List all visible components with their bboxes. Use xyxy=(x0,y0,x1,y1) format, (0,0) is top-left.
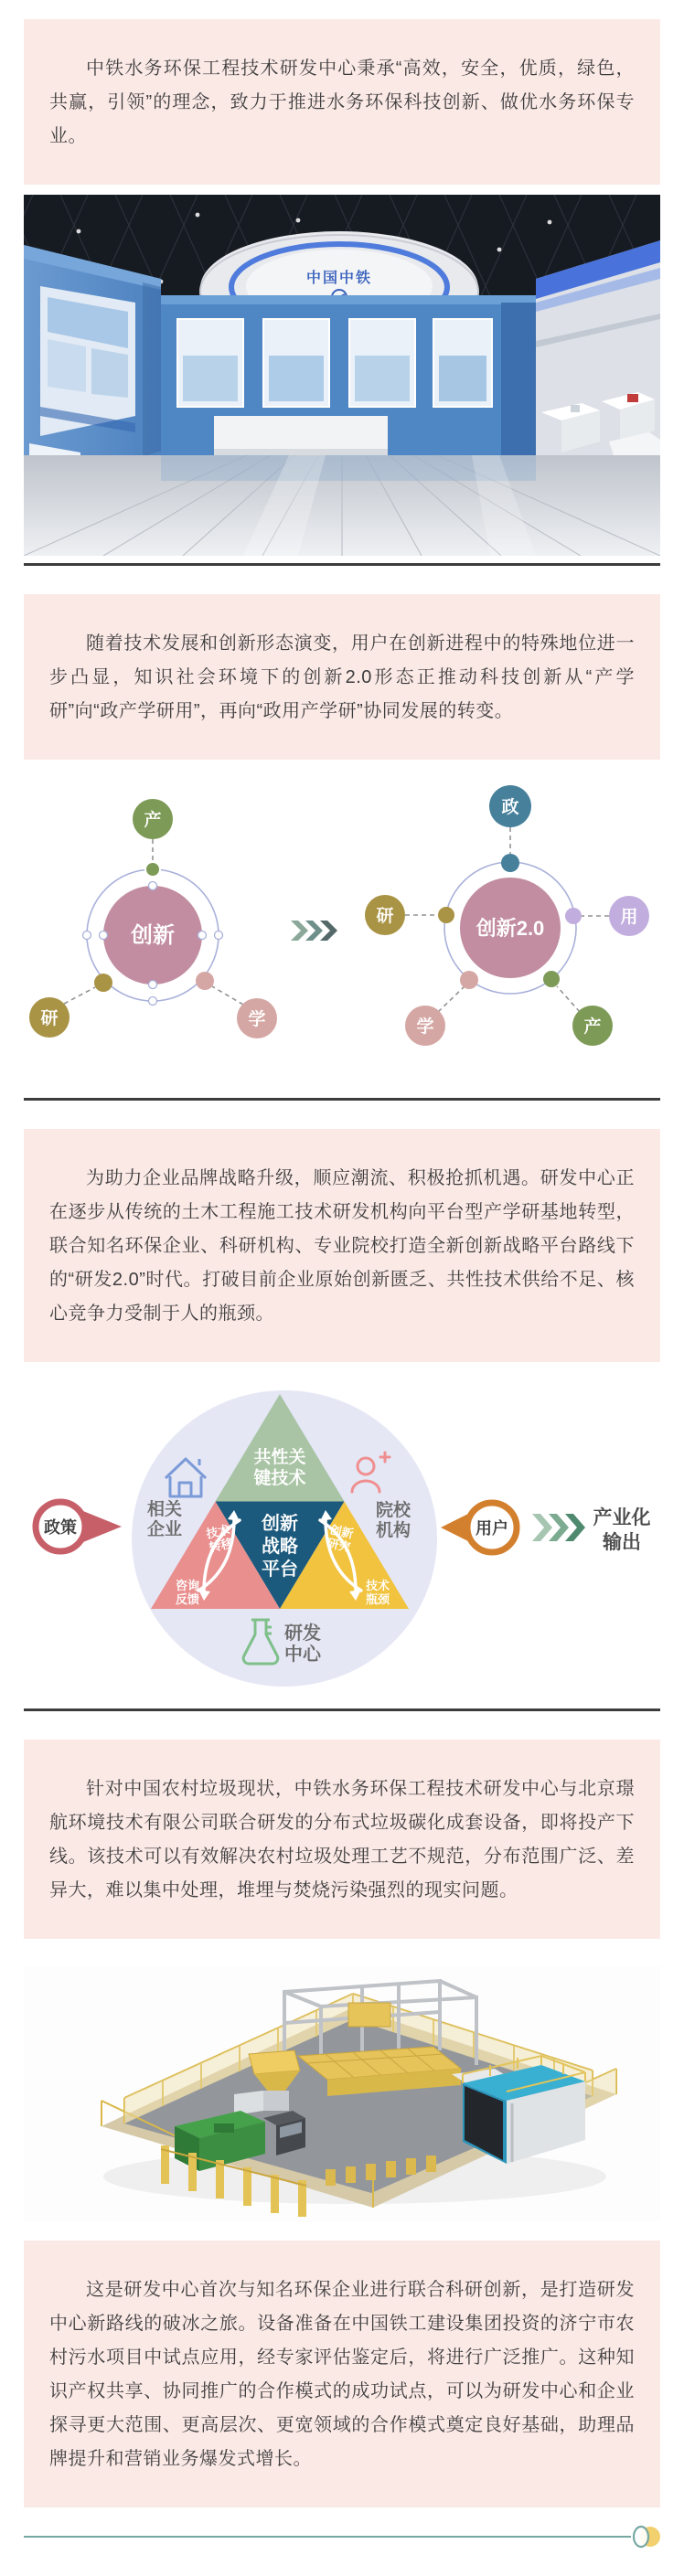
tech-transfer-label-2: 转移 xyxy=(208,1536,234,1555)
net-right-bottomleft-label: 学 xyxy=(416,1017,434,1037)
net-right-bottomright-label: 产 xyxy=(583,1017,602,1037)
equipment-render-art xyxy=(24,1966,660,2222)
paragraph-4: 针对中国农村垃圾现状，中铁水务环保工程技术研发中心与北京璟航环境技术有限公司联合研发的分布式垃圾碳化成套设备，即将投产下线。该技术可以有效解决农村垃圾处理工艺不规范，分布范围广泛、差异大，难以集中处理，堆埋与焚烧污染强烈的现实问题。 xyxy=(49,1779,635,1900)
paragraph-3: 为助力企业品牌战略升级，顺应潮流、积极抢抓机遇。研发中心正在逐步从传统的土木工程施工技术研发机构向平台型产学研基地转型，联合知名环保企业、科研机构、专业院校打造全新创新战略平台路线下的“研发2.0”时代。打破目前企业原始创新匮乏、共性技术供给不足、核心竞争力受制于人的瓶颈。 xyxy=(49,1168,635,1324)
paragraph-5: 这是研发中心首次与知名环保企业进行联合科研创新，是打造研发中心新路线的破冰之旅。设备准备在中国铁工建设集团投资的济宁市农村污水项目中试点应用，经专家评估鉴定后，将进行广泛推广。这种知识产权共享、协同推广的合作模式的成功试点，可以为研发中心和企业探寻更大范围、更高层次、更宽领域的合作模式奠定良好基础，助理品牌提升和营销业务爆发式增长。 xyxy=(49,2280,635,2469)
policy-pin xyxy=(36,1502,122,1551)
section-divider xyxy=(24,1098,660,1101)
user-label: 用户 xyxy=(476,1519,508,1538)
net-right-right-label: 用 xyxy=(620,908,638,927)
common-tech-label-1: 共性关 xyxy=(253,1448,306,1467)
tech-bottleneck-label-2: 瓶颈 xyxy=(365,1592,390,1606)
net-right-left-label: 研 xyxy=(376,907,394,926)
tech-bottleneck-label-1: 技术 xyxy=(365,1579,390,1592)
intro-paragraph-block xyxy=(24,19,660,185)
exhibition-hall-photo[interactable] xyxy=(24,195,660,556)
equipment-render-image[interactable] xyxy=(24,1966,660,2222)
net-right-top-label: 政 xyxy=(501,798,519,817)
school-label-2: 机构 xyxy=(375,1521,411,1540)
strategy-platform-art xyxy=(24,1378,660,1694)
equipment-paragraph-block xyxy=(24,1740,660,1939)
paragraph-1: 中铁水务环保工程技术研发中心秉承“高效，安全，优质，绿色，共赢，引领”的理念，致力于推进水务环保科技创新、做优水务环保专业。 xyxy=(49,59,635,146)
network-left xyxy=(29,799,277,1038)
company-label-1: 相关 xyxy=(146,1500,183,1519)
exhibition-hall-art xyxy=(24,195,660,556)
paragraph-2: 随着技术发展和创新形态演变，用户在创新进程中的特殊地位进一步凸显，知识社会环境下的创新2.0形态正推动科技创新从“产学研”向“政产学研用”，再向“政用产学研”协同发展的转变。 xyxy=(49,633,635,721)
net-left-bottomright-label: 学 xyxy=(248,1010,266,1029)
consult-feedback-label-2: 反馈 xyxy=(175,1592,200,1606)
net-right-center-label: 创新2.0 xyxy=(476,917,545,940)
section-divider xyxy=(24,1708,660,1711)
strategy-platform-diagram[interactable] xyxy=(24,1378,660,1698)
common-tech-label-2: 键技术 xyxy=(253,1469,306,1488)
footer-line xyxy=(24,2536,631,2538)
platform-label-1: 创新 xyxy=(262,1514,298,1534)
network-right xyxy=(365,785,649,1046)
footer-ornament-icon xyxy=(630,2525,661,2549)
platform-label-3: 平台 xyxy=(262,1559,298,1580)
rnd-center-label-1: 研发 xyxy=(284,1623,321,1644)
transition-chevrons-icon xyxy=(291,921,337,941)
net-left-top-label: 产 xyxy=(144,811,162,830)
article-page xyxy=(0,19,684,2576)
section-divider xyxy=(24,563,660,566)
innovation-paragraph-block xyxy=(24,594,660,760)
strategy-paragraph-block xyxy=(24,1129,660,1362)
gantry-hopper xyxy=(348,2003,390,2027)
ceiling-logo-text: 中国中铁 xyxy=(305,271,373,286)
net-left-bottomleft-label: 研 xyxy=(40,1009,59,1028)
output-chevrons-icon xyxy=(532,1514,585,1541)
back-wall xyxy=(161,295,536,455)
output-label-1: 产业化 xyxy=(593,1507,651,1528)
tech-transfer-label-1: 技术 xyxy=(205,1522,231,1541)
innovation-research-label-2: 研究 xyxy=(326,1536,352,1555)
consult-feedback-label-1: 咨询 xyxy=(175,1579,200,1592)
innovation-research-label-1: 创新 xyxy=(328,1522,355,1541)
platform-label-2: 战略 xyxy=(262,1537,298,1557)
rnd-center-label-2: 中心 xyxy=(284,1645,321,1665)
company-label-2: 企业 xyxy=(146,1520,183,1539)
floor xyxy=(24,455,660,556)
innovation-network-diagram[interactable] xyxy=(24,784,660,1095)
user-pin xyxy=(441,1503,517,1552)
school-label-1: 院校 xyxy=(375,1501,411,1520)
innovation-network-art xyxy=(24,784,660,1091)
footer-divider-row xyxy=(24,2525,660,2549)
net-left-center-label: 创新 xyxy=(131,923,175,948)
policy-label: 政策 xyxy=(44,1518,77,1537)
cooperation-paragraph-block xyxy=(24,2241,660,2507)
output-label-2: 输出 xyxy=(603,1532,641,1553)
